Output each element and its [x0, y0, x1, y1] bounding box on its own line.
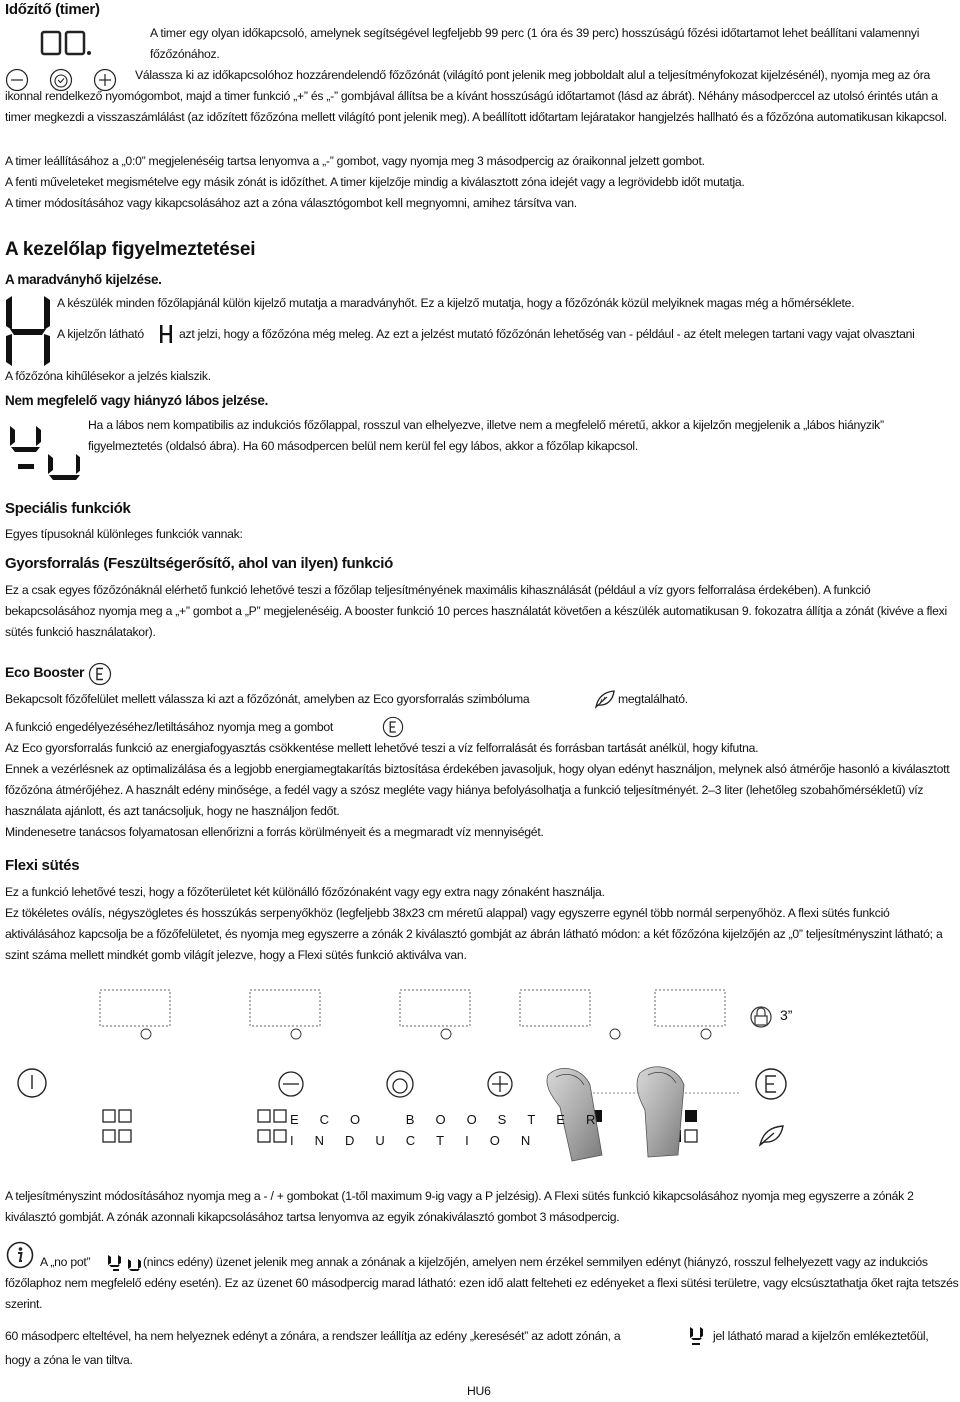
timer-paragraph-4: A fenti műveleteket megismételve egy másik zónát is időzíthet. A timer kijelzője mindig a kiválasztott zóna idejét vagy a legrövidebb időt mutatja.: [5, 175, 745, 189]
lock-time-label: 3”: [780, 1007, 793, 1023]
after-panel-paragraph-3a: 60 másodperc elteltével, ha nem helyeznek edényt a zónára, a rendszer leállítja az edény „keresését” az adott zónán, a: [5, 1329, 621, 1343]
eco-booster-panel-label: ECO BOOSTER: [290, 1112, 617, 1127]
after-panel-paragraph-1: A teljesítményszint módosításához nyomja meg a - / + gombokat (1-től maximum 9-ig vagy a P jelzésig). A Flexi sütés funkció kikapcsolásához nyomja meg egyszerre a zónák 2 kiválasztó gombját. A zónák azonnali kikapcsolásához tartsa lenyomva az egyik zónakiválasztó gombot 3 másodpercig.: [5, 1189, 914, 1224]
booster-paragraph: Ez a csak egyes főzőzónáknál elérhető funkció lehetővé teszi a főzőlap teljesítményének maximális kihasználását (például a víz gyors felforralása érdekében). A funkció bekapcsolásához nyomja meg a „+” gombot a „P” megjelenéséig. A booster funkció 10 perces használatát követően a készülék automatikusan 9. fokozatra állítja a zónát (kivéve a flexi sütés funkció használatakor).: [5, 583, 947, 639]
no-pot-small-icon: [688, 1325, 704, 1347]
eco-booster-e-icon: [88, 662, 112, 686]
timer-paragraph-2: Válassza ki az időkapcsolóhoz hozzárendelendő főzőzónát (világító pont jelenik meg jobboldalt alul a teljesítményfokozat kijelzésénél), nyomja meg az óra ikonnal rendelkező nyomógombot, majd a timer funkció „+” és „-” gombjával állítsa be a kívánt hosszúságú időtartamot (lásd az ábrát). Néhány másodperccel az utolsó érintés után a timer megkezdi a visszaszámlálást (az időzített főzőzóna mellett világító pont jelenik meg). A beállított időtartam lejáratakor hangjelzés hallható és a főzőzóna automatikusan kikapcsol.: [5, 68, 947, 124]
residual-paragraph-2b: azt jelzi, hogy a főzőzóna még meleg. Az ezt a jelzést mutató főzőzónán lehetőség van - például - az ételt melegen tartani vagy vajat olvasztani: [179, 327, 915, 341]
timer-paragraph-1: A timer egy olyan időkapcsoló, amelynek segítségével legfeljebb 99 perc (1 óra és 39 perc) hosszúságú főzési időtartamot lehet beállítani valamennyi főzőzónához.: [150, 26, 920, 61]
residual-paragraph-1: A készülék minden főzőlapjánál külön kijelző mutatja a maradványhőt. Ez a kijelző mutatja, hogy a főzőzónák közül melyiknek magas még a hőmérséklete.: [57, 296, 855, 310]
eco-button-e-icon: [382, 716, 404, 738]
booster-heading: Gyorsforralás (Feszültségerősítő, ahol van ilyen) funkció: [5, 555, 394, 572]
pot-warning-heading: Nem megfelelő vagy hiányzó lábos jelzése.: [5, 393, 269, 408]
no-pot-paragraph-a: A „no pot”: [40, 1255, 91, 1269]
finger-right: [637, 1067, 684, 1157]
zone-display-3: [400, 990, 470, 1026]
timer-heading: Időzítő (timer): [5, 1, 100, 18]
no-pot-icon: [6, 420, 80, 480]
flexi-paragraph-2: Ez tökéletes oválís, négyszögletes és hosszúkás serpenyőkhöz (legfeljebb 38x23 cm méretű alappal) vagy egyszerre egynél több normál serpenyőhöz. A flexi sütés funkció aktiválásához kapcsolja be a főzőfelületet, és nyomja meg egyszerre a zónák 2 kiválasztó gombját az ábrán látható módon: a két főzőzóna kijelzőjén az „0” teljesítményszint látható; a szint száma mellett mindkét gomb világít jelezve, hogy a Flexi sütés funkció aktiválva van.: [5, 906, 943, 962]
after-panel-paragraph-3c: hogy a zóna le van tiltva.: [5, 1353, 133, 1367]
eco-paragraph-4: Ennek a vezérlésnek az optimalizálása és a legjobb energiamegtakarítás biztosítása érdekében javasoljuk, hogy olyan edényt használjon, melynek alsó átmérője hasonló a kiválasztott főzőzóna átmérőjéhez. A használt edény minősége, a fedél vagy a szósz megléte vagy hiánya befolyásolhatja a funkció teljesítményét. 2–3 liter (lehetőleg szobahőmérsékletű) víz használata ajánlott, és azt tanácsoljuk, hogy ne használjon fedőt.: [5, 762, 950, 818]
eco-paragraph-1b: megtalálható.: [618, 692, 688, 706]
induction-panel-label: INDUCTION: [290, 1133, 552, 1148]
eco-paragraph-2: A funkció engedélyezéséhez/letiltásához nyomja meg a gombot: [5, 720, 334, 734]
control-panel-illustration: [0, 985, 960, 1165]
residual-paragraph-3: A főzőzóna kihűlésekor a jelzés kialszik.: [5, 369, 211, 383]
zone-display-1: [100, 990, 170, 1026]
special-heading: Speciális funkciók: [5, 500, 131, 517]
timer-display-icon: [40, 30, 92, 58]
eco-paragraph-3: Az Eco gyorsforralás funkció az energiafogyasztás csökkentése mellett lehetővé teszi a víz felforralását és forrásban tartását anélkül, hogy kifutna.: [5, 741, 759, 755]
after-panel-paragraph-3b: jel látható marad a kijelzőn emlékeztetőül,: [713, 1329, 929, 1343]
warnings-heading: A kezelőlap figyelmeztetései: [5, 239, 256, 260]
eco-paragraph-5: Mindenesetre tanácsos folyamatosan ellenőrizni a forrás körülményeit és a megmaradt víz mennyiségét.: [5, 825, 544, 839]
zone-display-5: [655, 990, 725, 1026]
residual-paragraph-2a: A kijelzőn látható: [57, 327, 144, 341]
eco-booster-heading: Eco Booster: [5, 664, 85, 680]
zone-display-4: [520, 990, 590, 1026]
residual-heat-h-icon: [4, 296, 52, 368]
special-intro: Egyes típusoknál különleges funkciók vannak:: [5, 527, 243, 541]
leaf-icon: [594, 689, 616, 709]
timer-paragraph-3: A timer leállításához a „0:0” megjelenéséig tartsa lenyomva a „-” gombot, vagy nyomja meg 3 másodpercig az óraikonnal jelzett gombot.: [5, 154, 705, 168]
page-number: HU6: [467, 1384, 491, 1398]
no-pot-paragraph-b: (nincs edény) üzenet jelenik meg annak a zónának a kijelzőjén, amelyen nem érzékel semmilyen edényt (hiányzó, rosszul felhelyezett vagy az indukciós főzőlaphoz nem megfelelő edény esetén). Ez az üzenet 60 másodpercig marad látható: ezen idő alatt felteheti ez edényeket a flexi sütési területre, vagy elcsúsztathatja őket rajta tetszés szerint.: [5, 1255, 959, 1311]
residual-heat-heading: A maradványhő kijelzése.: [5, 272, 162, 287]
zone-display-2: [250, 990, 320, 1026]
timer-paragraph-5: A timer módosításához vagy kikapcsolásához azt a zóna választógombot kell megnyomni, amihez társítva van.: [5, 196, 577, 210]
flexi-heading: Flexi sütés: [5, 857, 80, 874]
flexi-paragraph-1: Ez a funkció lehetővé teszi, hogy a főzőterületet két különálló főzőzónaként vagy egy extra nagy zónaként használja.: [5, 885, 605, 899]
pot-warning-paragraph: Ha a lábos nem kompatibilis az indukciós főzőlappal, rosszul van elhelyezve, illetve nem a megfelelő méretű, akkor a kijelzőn megjelenik a „lábos hiányzik” figyelmeztetés (oldalsó ábra). Ha 60 másodpercen belül nem kerül fel egy lábos, akkor a főzőlap kikapcsol.: [88, 418, 884, 453]
eco-paragraph-1a: Bekapcsolt főzőfelület mellett válassza ki azt a főzőzónát, amelyben az Eco gyorsforralás szimbóluma: [5, 692, 530, 706]
